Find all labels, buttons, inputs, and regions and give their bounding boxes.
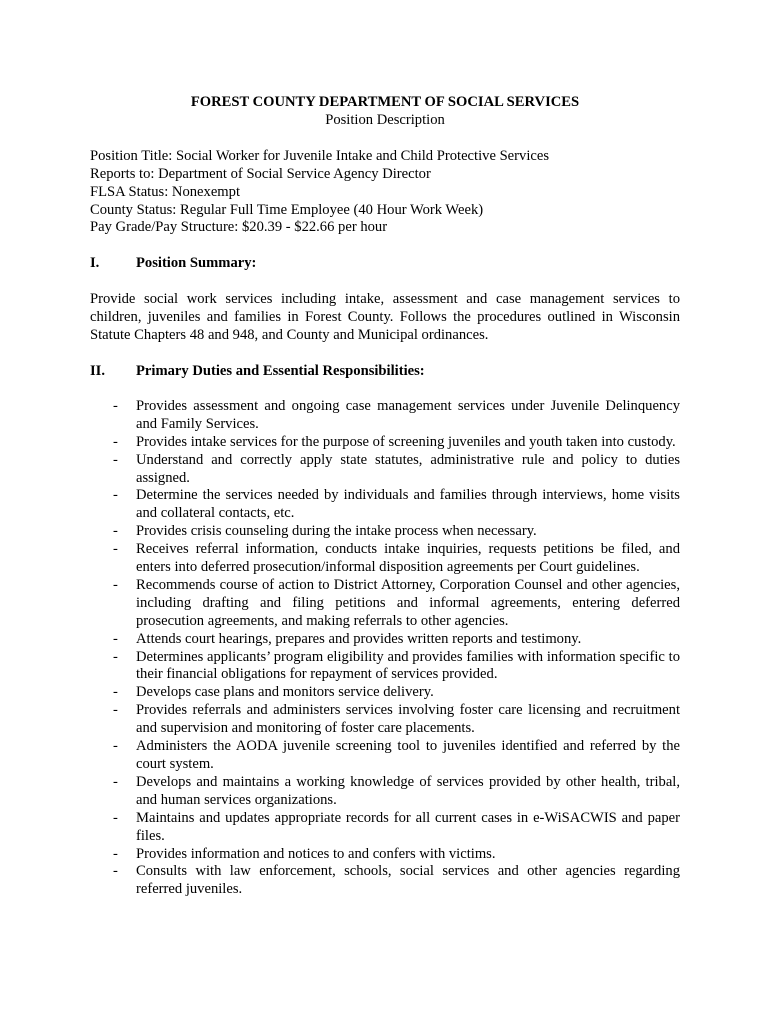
duty-text: Provides intake services for the purpose of screening juveniles and youth taken into custody. [136, 433, 676, 450]
bullet-dash: - [113, 451, 118, 468]
bullet-dash: - [113, 738, 118, 755]
bullet-dash: - [113, 487, 118, 504]
pay-grade-line: Pay Grade/Pay Structure: $20.39 - $22.66 per hour [90, 219, 388, 236]
duties-list [90, 398, 680, 899]
duty-item [90, 702, 680, 738]
duty-item [90, 863, 680, 899]
duty-item [90, 398, 680, 434]
bullet-dash: - [113, 576, 118, 593]
flsa-status-line: FLSA Status: Nonexempt [90, 183, 240, 200]
bullet-dash: - [113, 648, 118, 665]
document-subtitle: Position Description [325, 111, 445, 128]
duty-text: Maintains and updates appropriate records for all current cases in e-WiSACWIS and paper files. [136, 809, 680, 844]
duty-item [90, 810, 680, 846]
duty-item [90, 774, 680, 810]
duty-text: Develops and maintains a working knowledge of services provided by other health, tribal, and human services organizations. [136, 773, 680, 808]
duty-text: Receives referral information, conducts intake inquiries, requests petitions be filed, and enters into deferred prosecution/informal disposition agreements per Court guidelines. [136, 541, 680, 576]
duty-text: Determine the services needed by individuals and families through interviews, home visits and collateral contacts, etc. [136, 487, 680, 522]
section-2-heading [90, 363, 680, 381]
bullet-dash: - [113, 845, 118, 862]
bullet-dash: - [113, 684, 118, 701]
duty-item [90, 738, 680, 774]
duty-item [90, 541, 680, 577]
bullet-dash: - [113, 541, 118, 558]
duty-text: Provides information and notices to and confers with victims. [136, 845, 496, 862]
duty-text: Determines applicants’ program eligibility and provides families with information specific to their financial obligations for repayment of services provided. [136, 648, 680, 683]
bullet-dash: - [113, 433, 118, 450]
section-2-number: II. [90, 362, 106, 379]
bullet-dash: - [113, 523, 118, 540]
section-1-heading [90, 255, 680, 273]
bullet-dash: - [113, 630, 118, 647]
duty-item [90, 487, 680, 523]
duty-item [90, 523, 680, 541]
bullet-dash: - [113, 809, 118, 826]
duty-text: Develops case plans and monitors service delivery. [136, 684, 434, 701]
duty-text: Recommends course of action to District Attorney, Corporation Counsel and other agencies, including drafting and filing petitions and informal agreements, entering deferred prosecution agreements, and making referrals to other agencies. [136, 576, 680, 629]
duty-item [90, 846, 680, 864]
bullet-dash: - [113, 702, 118, 719]
bullet-dash: - [113, 863, 118, 880]
duty-item [90, 649, 680, 685]
position-info [90, 148, 680, 238]
county-status-line: County Status: Regular Full Time Employee (40 Hour Work Week) [90, 201, 484, 218]
duty-text: Provides crisis counseling during the intake process when necessary. [136, 523, 537, 540]
duty-text: Attends court hearings, prepares and provides written reports and testimony. [136, 630, 582, 647]
duty-text: Provides assessment and ongoing case management services under Juvenile Delinquency and Family Services. [136, 397, 680, 432]
duty-text: Consults with law enforcement, schools, social services and other agencies regarding referred juveniles. [136, 863, 680, 898]
duty-item [90, 631, 680, 649]
section-1-title: Position Summary: [136, 255, 257, 272]
section-1-number: I. [90, 255, 100, 272]
bullet-dash: - [113, 773, 118, 790]
duty-item [90, 577, 680, 631]
duty-text: Administers the AODA juvenile screening tool to juveniles identified and referred by the court system. [136, 738, 680, 772]
duty-text: Understand and correctly apply state statutes, administrative rule and policy to duties assigned. [136, 451, 680, 486]
reports-to-line: Reports to: Department of Social Service Agency Director [90, 165, 431, 182]
document-title: FOREST COUNTY DEPARTMENT OF SOCIAL SERVICES [190, 94, 580, 110]
section-2-title: Primary Duties and Essential Responsibilities: [136, 362, 425, 379]
duty-item [90, 452, 680, 488]
document-page [90, 94, 680, 899]
bullet-dash: - [113, 397, 118, 414]
duty-item [90, 434, 680, 452]
duty-item [90, 684, 680, 702]
duty-text: Provides referrals and administers services involving foster care licensing and recruitment and supervision and monitoring of foster care placements. [136, 702, 680, 737]
position-summary-text: Provide social work services including intake, assessment and case management services to children, juveniles and families in Forest County. Follows the procedures outlined in Wisconsin Statute Chapters 48 and 948, and County and Municipal ordinances. [90, 291, 680, 344]
position-title-line: Position Title: Social Worker for Juvenile Intake and Child Protective Services [90, 147, 550, 164]
